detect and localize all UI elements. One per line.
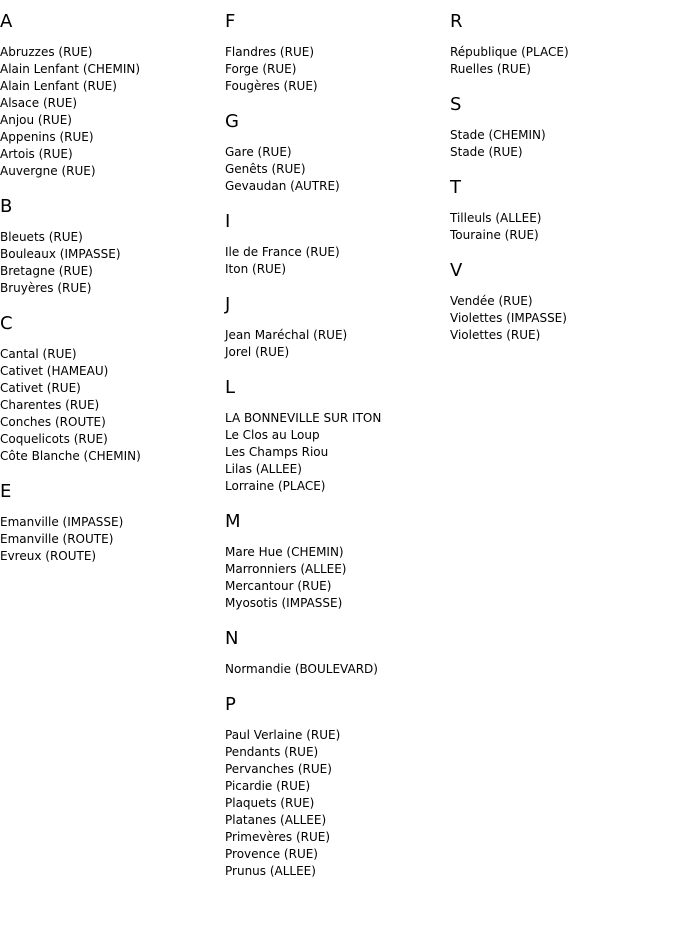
street-list-item <box>225 78 445 95</box>
street-list-item <box>450 127 670 144</box>
street-list <box>225 144 445 195</box>
street-link[interactable]: Touraine (RUE) <box>450 228 539 242</box>
street-link[interactable]: Emanville (IMPASSE) <box>0 515 124 529</box>
street-link[interactable]: Iton (RUE) <box>225 262 287 276</box>
street-link[interactable]: Les Champs Riou <box>225 445 329 459</box>
index-column-1 <box>0 10 220 580</box>
street-list <box>450 210 670 244</box>
letter-section <box>225 293 445 361</box>
street-list-item <box>0 263 220 280</box>
street-link[interactable]: Picardie (RUE) <box>225 779 311 793</box>
index-column-2 <box>225 10 445 895</box>
street-link[interactable]: Pendants (RUE) <box>225 745 319 759</box>
section-letter-heading: S <box>450 94 462 115</box>
street-list <box>0 229 220 297</box>
street-link[interactable]: Artois (RUE) <box>0 147 73 161</box>
street-list-item <box>225 846 445 863</box>
street-list-item <box>0 448 220 465</box>
street-list-item <box>0 61 220 78</box>
street-list-item <box>450 293 670 310</box>
letter-section <box>225 210 445 278</box>
street-link[interactable]: Platanes (ALLEE) <box>225 813 327 827</box>
street-link[interactable]: Mercantour (RUE) <box>225 579 332 593</box>
street-list-item <box>225 178 445 195</box>
street-list-item <box>0 163 220 180</box>
street-link[interactable]: Paul Verlaine (RUE) <box>225 728 341 742</box>
street-list <box>0 514 220 565</box>
street-link[interactable]: Conches (ROUTE) <box>0 415 106 429</box>
street-link[interactable]: Anjou (RUE) <box>0 113 72 127</box>
street-list-item <box>225 829 445 846</box>
street-list-item <box>225 244 445 261</box>
street-link[interactable]: Lilas (ALLEE) <box>225 462 302 476</box>
street-list-item <box>225 795 445 812</box>
street-link[interactable]: Cantal (RUE) <box>0 347 77 361</box>
street-link[interactable]: Coquelicots (RUE) <box>0 432 108 446</box>
street-link[interactable]: Evreux (ROUTE) <box>0 549 97 563</box>
street-link[interactable]: Tilleuls (ALLEE) <box>450 211 542 225</box>
street-link[interactable]: Bretagne (RUE) <box>0 264 93 278</box>
street-list-item <box>225 44 445 61</box>
street-list-item <box>225 778 445 795</box>
street-link[interactable]: Stade (CHEMIN) <box>450 128 546 142</box>
street-link[interactable]: Le Clos au Loup <box>225 428 320 442</box>
street-link[interactable]: Alain Lenfant (CHEMIN) <box>0 62 141 76</box>
section-letter-heading: F <box>225 11 236 32</box>
letter-section <box>225 693 445 880</box>
street-link[interactable]: LA BONNEVILLE SUR ITON <box>225 411 382 425</box>
street-link[interactable]: Emanville (ROUTE) <box>0 532 114 546</box>
letter-section <box>225 110 445 195</box>
street-list <box>225 661 445 678</box>
letter-section <box>225 627 445 678</box>
street-list-item <box>0 246 220 263</box>
letter-section <box>450 10 670 78</box>
street-list-item <box>225 61 445 78</box>
street-link[interactable]: Lorraine (PLACE) <box>225 479 326 493</box>
street-list-item <box>450 210 670 227</box>
street-list-item <box>225 478 445 495</box>
street-list <box>0 346 220 465</box>
section-letter-heading: L <box>225 377 236 398</box>
street-link[interactable]: Jorel (RUE) <box>225 345 290 359</box>
letter-section <box>0 480 220 565</box>
street-list-item <box>225 461 445 478</box>
street-link[interactable]: Pervanches (RUE) <box>225 762 332 776</box>
street-list-item <box>450 144 670 161</box>
street-link[interactable]: Bleuets (RUE) <box>0 230 83 244</box>
street-list-item <box>0 112 220 129</box>
street-link[interactable]: Cativet (RUE) <box>0 381 81 395</box>
street-list-item <box>225 578 445 595</box>
street-link[interactable]: Vendée (RUE) <box>450 294 533 308</box>
letter-section <box>225 510 445 612</box>
street-list-item <box>0 380 220 397</box>
street-link[interactable]: Charentes (RUE) <box>0 398 100 412</box>
street-list <box>225 410 445 495</box>
section-letter-heading: P <box>225 694 236 715</box>
street-list <box>225 327 445 361</box>
section-letter-heading: N <box>225 628 239 649</box>
street-list <box>225 727 445 880</box>
street-list-item <box>225 812 445 829</box>
index-column-3 <box>450 10 670 359</box>
letter-section <box>225 376 445 495</box>
street-list-item <box>0 431 220 448</box>
street-link[interactable]: Prunus (ALLEE) <box>225 864 316 878</box>
street-list-item <box>0 44 220 61</box>
street-link[interactable]: Genêts (RUE) <box>225 162 306 176</box>
street-list-item <box>225 327 445 344</box>
street-link[interactable]: Gare (RUE) <box>225 145 292 159</box>
section-letter-heading: B <box>0 196 13 217</box>
street-list-item <box>450 327 670 344</box>
street-list-item <box>225 261 445 278</box>
letter-section <box>0 195 220 297</box>
section-letter-heading: V <box>450 260 463 281</box>
street-list <box>450 127 670 161</box>
street-list-item <box>450 310 670 327</box>
street-link[interactable]: Myosotis (IMPASSE) <box>225 596 343 610</box>
street-list <box>225 44 445 95</box>
street-link[interactable]: Alain Lenfant (RUE) <box>0 79 117 93</box>
letter-section <box>450 176 670 244</box>
street-list-item <box>225 444 445 461</box>
street-link[interactable]: Ile de France (RUE) <box>225 245 340 259</box>
section-letter-heading: E <box>0 481 12 502</box>
street-list-item <box>0 414 220 431</box>
street-link[interactable]: Abruzzes (RUE) <box>0 45 93 59</box>
street-list-item <box>0 95 220 112</box>
street-list-item <box>225 427 445 444</box>
street-list-item <box>225 544 445 561</box>
street-list-item <box>225 727 445 744</box>
street-list-item <box>0 280 220 297</box>
street-link[interactable]: Primevères (RUE) <box>225 830 331 844</box>
section-letter-heading: J <box>225 294 231 315</box>
street-list <box>450 44 670 78</box>
street-link[interactable]: Forge (RUE) <box>225 62 297 76</box>
street-list-item <box>0 229 220 246</box>
street-list-item <box>0 548 220 565</box>
street-list-item <box>0 531 220 548</box>
street-list-item <box>0 146 220 163</box>
street-list-item <box>225 161 445 178</box>
street-link[interactable]: Alsace (RUE) <box>0 96 78 110</box>
section-letter-heading: I <box>225 211 231 232</box>
street-list-item <box>225 410 445 427</box>
street-list-item <box>450 61 670 78</box>
street-list-item <box>225 595 445 612</box>
street-link[interactable]: Fougères (RUE) <box>225 79 318 93</box>
street-list-item <box>0 363 220 380</box>
street-list <box>225 544 445 612</box>
street-list-item <box>0 346 220 363</box>
letter-section <box>0 10 220 180</box>
street-link[interactable]: Normandie (BOULEVARD) <box>225 662 378 676</box>
street-list-item <box>0 78 220 95</box>
street-link[interactable]: Appenins (RUE) <box>0 130 94 144</box>
street-link[interactable]: Bouleaux (IMPASSE) <box>0 247 121 261</box>
street-link[interactable]: République (PLACE) <box>450 45 569 59</box>
street-link[interactable]: Provence (RUE) <box>225 847 318 861</box>
street-link[interactable]: Plaquets (RUE) <box>225 796 315 810</box>
section-letter-heading: T <box>450 177 461 198</box>
street-list <box>0 44 220 180</box>
section-letter-heading: M <box>225 511 241 532</box>
street-list-item <box>450 227 670 244</box>
street-list-item <box>225 661 445 678</box>
section-letter-heading: C <box>0 313 13 334</box>
section-letter-heading: A <box>0 11 13 32</box>
street-list-item <box>225 761 445 778</box>
street-link[interactable]: Stade (RUE) <box>450 145 523 159</box>
street-list-item <box>225 344 445 361</box>
letter-section <box>450 259 670 344</box>
street-link[interactable]: Bruyères (RUE) <box>0 281 92 295</box>
street-link[interactable]: Violettes (RUE) <box>450 328 541 342</box>
street-link[interactable]: Auvergne (RUE) <box>0 164 96 178</box>
street-list-item <box>225 144 445 161</box>
street-list <box>225 244 445 278</box>
street-link[interactable]: Violettes (IMPASSE) <box>450 311 567 325</box>
street-link[interactable]: Gevaudan (AUTRE) <box>225 179 340 193</box>
street-list-item <box>0 129 220 146</box>
street-link[interactable]: Mare Hue (CHEMIN) <box>225 545 344 559</box>
section-letter-heading: R <box>450 11 463 32</box>
street-link[interactable]: Ruelles (RUE) <box>450 62 531 76</box>
section-letter-heading: G <box>225 111 239 132</box>
street-link[interactable]: Côte Blanche (CHEMIN) <box>0 449 141 463</box>
street-link[interactable]: Flandres (RUE) <box>225 45 314 59</box>
street-list-item <box>450 44 670 61</box>
street-list-item <box>225 744 445 761</box>
letter-section <box>225 10 445 95</box>
street-list-item <box>225 863 445 880</box>
street-link[interactable]: Jean Maréchal (RUE) <box>225 328 348 342</box>
street-list-item <box>225 561 445 578</box>
street-link[interactable]: Cativet (HAMEAU) <box>0 364 109 378</box>
street-list-item <box>0 514 220 531</box>
letter-section <box>0 312 220 465</box>
street-link[interactable]: Marronniers (ALLEE) <box>225 562 347 576</box>
street-list <box>450 293 670 344</box>
street-list-item <box>0 397 220 414</box>
letter-section <box>450 93 670 161</box>
